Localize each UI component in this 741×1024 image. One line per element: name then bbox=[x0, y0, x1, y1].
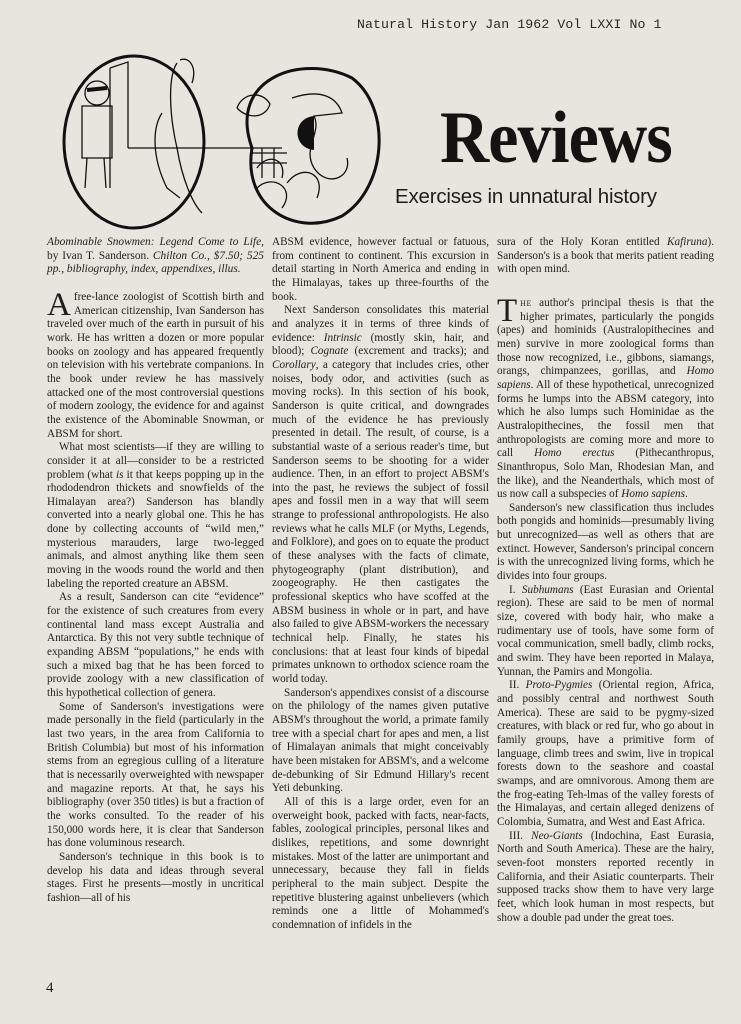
paragraph bbox=[272, 304, 489, 686]
text-run: (East Eurasian and Oriental region). These are said to be men of normal size, covered with body hair, who make a rudimentary use of tools, have some form of vocal communication, smell badly, climb rocks, and swim. They have been reported in Malaya, Yunnan, the Pamirs and Mongolia. bbox=[497, 583, 714, 678]
text-column-2 bbox=[272, 236, 489, 932]
text-run: it that keeps popping up in the rhododendron thickets and snowfields of the Himalayan area?) Sanderson has blandly converted into a nearly global one. This he has done by collecting accounts of “wild men,” mysterious marauders, large two-legged animals, and almost anything like them seen moving in the woods round the world and then labeling the reported creature an ABSM. bbox=[47, 468, 264, 590]
text-run: . All of these hypothetical, unrecognized forms he lumps into the ABSM category, into which he also lumps such Hominidae as the Australopithecines, the fossil men that anthropologists are coming more and more to call bbox=[497, 378, 714, 460]
drop-cap: T bbox=[497, 292, 518, 329]
text-run: ABSM evidence, however factual or fatuous, from continent to continent. This excursion in detail starting in North America and ending in the Himalayas, takes up three-fourths of the book. bbox=[272, 236, 489, 303]
italic-text: Homo sapiens bbox=[497, 365, 714, 391]
paragraph bbox=[47, 441, 264, 591]
text-run: author's principal thesis is that the higher primates, particularly the pongids (apes) and hominids (Australopithecines and men) survive in more zoological forms than those now recognized, i.e., gibbons, siamangs, orangs, chimpanzees, gorillas, and bbox=[497, 296, 714, 378]
text-run: free-lance zoologist of Scottish birth and American citizenship, Ivan Sanderson has traveled over much of the earth in pursuit of his work. He has written a dozen or more popular books on zoology and has appeared frequently on television with his vertebrate companions. In the book under review he has massively attacked one of the most controversial questions of modern zoology, the evidence for and against the existence of the Abominable Snowman, or ABSM for short. bbox=[47, 290, 264, 440]
text-run: II. bbox=[509, 679, 526, 692]
text-run: sura of the Holy Koran entitled bbox=[497, 236, 668, 248]
italic-text: Chilton Co., $7.50; 525 pp., bibliography, index, appendixes, illus. bbox=[47, 249, 264, 276]
text-run: (excrement and tracks); and bbox=[348, 345, 489, 358]
text-run: , by Ivan T. Sanderson. bbox=[47, 236, 264, 262]
italic-text: Homo sapiens bbox=[621, 488, 685, 501]
text-run: Next Sanderson consolidates this material and analyzes it in terms of three kinds of evidence: bbox=[272, 304, 489, 344]
page-subtitle: Exercises in unnatural history bbox=[395, 185, 657, 208]
text-run: ). Sanderson's is a book that merits patient reading with open mind. bbox=[497, 236, 714, 276]
book-citation bbox=[47, 236, 264, 277]
paragraph bbox=[272, 687, 489, 796]
paragraph bbox=[497, 830, 714, 926]
page-number: 4 bbox=[46, 980, 54, 996]
italic-text: Proto-Pygmies bbox=[525, 679, 593, 692]
text-run: (mostly skin, hair, and blood); bbox=[272, 331, 489, 358]
paragraph bbox=[47, 701, 264, 851]
paragraph bbox=[497, 292, 714, 502]
italic-text: Subhumans bbox=[521, 583, 574, 596]
text-run: (Pithecanthropus, Sinanthropus, Solo Man, Rhodesian Man, and the like), and the Neanderthals, which most of us now call a subspecies of bbox=[497, 447, 714, 501]
text-run: All of this is a large order, even for an overweight book, packed with facts, near-facts, fables, zoological principles, personal likes and dislikes, repetitions, and some downright mistakes. Most of the latter are unimportant and unnecessary, because they fall in fields peripheral to the main subject. Despite the repetitive blustering against unbelievers (which reminds one a little of Mohammed's condemnation of infidels in the bbox=[272, 795, 489, 931]
running-head: Natural History Jan 1962 Vol LXXI No 1 bbox=[357, 17, 662, 32]
italic-text: Kafiruna bbox=[667, 236, 708, 248]
text-run: What most scientists—if they are willing to consider it at all—consider to be a restricted problem (what bbox=[47, 441, 264, 481]
paragraph bbox=[497, 679, 714, 829]
text-run: (Indochina, East Eurasia, North and South America). These are the hairy, seven-foot monsters reported recently in California, and their Asiatic counterparts. Their supposed tracks show them to have very large feet, which look human in most respects, but show a double pad under the great toes. bbox=[497, 829, 714, 924]
text-run: . bbox=[685, 488, 688, 501]
paragraph bbox=[272, 236, 489, 304]
text-run: , a category that includes cries, other noises, body odor, and activities (such as moving rocks). In this section of his book, Sanderson is quite critical, and downgrades much of the evidence he has previously presented in detail. The result, of course, is a substantial waste of a serious reader's time, but Sanderson seems to be shooting for a wider audience. Then, in an effort to project ABSM's into the past, he reviews the subject of fossil apes and fossil men in a way that will seem strange to professional anthropologists. He also reviews what he calls MLF (or Myths, Legends, and Folklore), and goes on to equate the product of these analyses with the facts of climate, phytogeography (plant distribution), and zoogeography. He then castigates the professional skeptics who have scoffed at the ABSM business in whole or in part, and have also failed to give ABSM-workers the necessary technical help. Finally, he states his conclusions: that at least four kinds of bipedal primates unknown to orthodox science roam the world today. bbox=[272, 358, 489, 685]
text-run: I. bbox=[509, 583, 522, 596]
text-run: Sanderson's technique in this book is to develop his data and ideas through several stages. First he presents—mostly in uncritical fashion—all of his bbox=[47, 850, 264, 904]
text-run: Sanderson's appendixes consist of a discourse on the philology of the names given putative ABSM's throughout the world, a primate family tree with a special chart for apes and men, a list of Himalayan animals that might conceivably have been mistaken for ABSM's, and a welcome de-debunking of Sir Edmund Hillary's recent Yeti debunking. bbox=[272, 686, 490, 795]
text-column-1 bbox=[47, 236, 264, 906]
italic-text: Homo erectus bbox=[534, 447, 615, 460]
italic-text: Neo-Giants bbox=[531, 829, 583, 842]
paragraph bbox=[47, 286, 264, 441]
paragraph bbox=[497, 236, 714, 277]
text-run: Sanderson's new classification thus includes both pongids and hominids—presumably living but unrecognized—as well as others that are extinct. However, Sanderson's principal concern is with the unrecognized living forms, which he divides into four groups. bbox=[497, 501, 714, 583]
text-run: III. bbox=[509, 829, 532, 842]
page-title: Reviews bbox=[440, 97, 672, 179]
paragraph bbox=[497, 502, 714, 584]
paragraph bbox=[47, 851, 264, 906]
italic-text: Corollary bbox=[272, 358, 316, 371]
header-illustration bbox=[52, 38, 387, 230]
italic-text: Abominable Snowmen: Legend Come to Life bbox=[47, 236, 262, 248]
text-column-3 bbox=[497, 236, 714, 925]
text-run: As a result, Sanderson can cite “evidence” for the existence of such creatures from every continental land mass except Australia and Antarctica. By this not very subtle technique of expanding ABSM “populations,” he ends with such a mixed bag that he has been forced to provide zoology with a new classification of this hypothetical collection of genera. bbox=[47, 591, 264, 699]
paragraph bbox=[272, 796, 489, 933]
italic-text: Cognate bbox=[310, 345, 349, 358]
text-run: he bbox=[520, 296, 532, 309]
italic-text: is bbox=[116, 468, 124, 481]
text-run: Some of Sanderson's investigations were made personally in the field (particularly in the last two years, in the area from California to British Columbia) but most of his information stems from an egregious culling of a literature that is necessarily overweighted with newspaper and magazine reports. At that, he says his bibliography (over 350 titles) is but a fraction of the works consulted. To the reader of his 150,000 words here, it is clear that Sanderson has done voluminous research. bbox=[47, 700, 264, 850]
drop-cap: A bbox=[47, 286, 71, 323]
paragraph bbox=[47, 591, 264, 700]
italic-text: Intrinsic bbox=[323, 331, 362, 344]
illustration-oval-left bbox=[64, 56, 204, 228]
text-run: (Oriental region, Africa, and possibly central and northwest South America). These are said to be pygmy-sized creatures, with black or red fur, who go about in family groups, have a primitive form of language, climb trees and swim, live in tropical forests down to the seashore and coastal swamps, and are omnivorous. Among them are the frog-eating Teh-lmas of the valley forests of the Himalayas, and certain alleged denizens of Colombia, Sumatra, and West and East Africa. bbox=[497, 679, 714, 828]
paragraph bbox=[497, 584, 714, 680]
